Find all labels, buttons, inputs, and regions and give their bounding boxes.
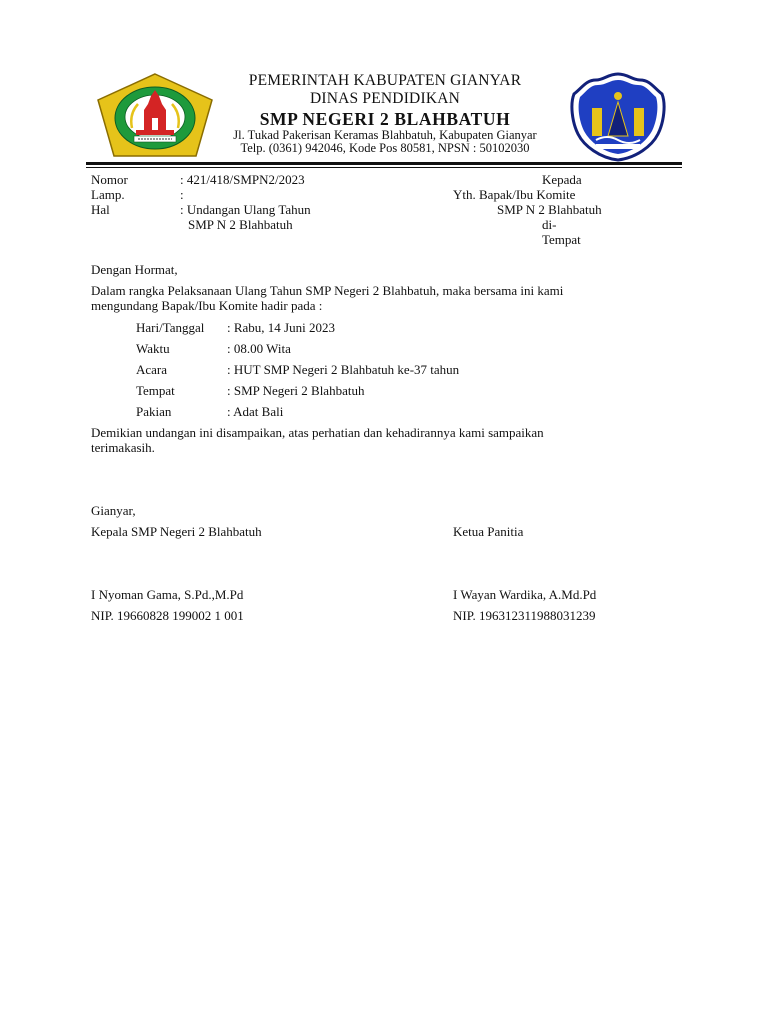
detail-label: Pakian (136, 404, 172, 419)
lamp-value: : (180, 187, 184, 202)
gianyar-regency-logo (96, 72, 214, 158)
recipient-name: Yth. Bapak/Ibu Komite (453, 187, 576, 202)
letterhead-contact: Telp. (0361) 942046, Kode Pos 80581, NPSN : 50102030 (240, 141, 530, 155)
closing-line-2: terimakasih. (91, 440, 155, 455)
intro-line-2: mengundang Bapak/Ibu Komite hadir pada : (91, 298, 323, 313)
detail-value: : Rabu, 14 Juni 2023 (227, 320, 335, 335)
detail-value: : HUT SMP Negeri 2 Blahbatuh ke-37 tahun (227, 362, 460, 377)
detail-value: : SMP Negeri 2 Blahbatuh (227, 383, 365, 398)
bali-province-logo (566, 72, 670, 162)
letterhead-school-name: SMP NEGERI 2 BLAHBATUH (259, 109, 511, 129)
logo-right-tower (634, 108, 644, 136)
letterhead-rule-thick (86, 162, 682, 165)
intro-line-1: Dalam rangka Pelaksanaan Ulang Tahun SMP Negeri 2 Blahbatuh, maka bersama ini kami (91, 283, 564, 298)
letterhead-government: PEMERINTAH KABUPATEN GIANYAR (248, 72, 522, 89)
nomor-value: : 421/418/SMPN2/2023 (180, 172, 305, 187)
recipient-place: Tempat (542, 232, 581, 247)
letterhead-rule-thin (86, 167, 682, 168)
recipient-di: di- (542, 217, 557, 232)
logo-ribbon (596, 144, 640, 149)
hal-value: : Undangan Ulang Tahun (180, 202, 311, 217)
signature-right-nip: NIP. 196312311988031239 (453, 608, 596, 623)
letterhead-address: Jl. Tukad Pakerisan Keramas Blahbatuh, Kabupaten Gianyar (233, 128, 537, 142)
greeting: Dengan Hormat, (91, 262, 178, 277)
closing-line-1: Demikian undangan ini disampaikan, atas perhatian dan kehadirannya kami sampaikan (91, 425, 544, 440)
signature-right-title: Ketua Panitia (453, 524, 524, 539)
signature-left-nip: NIP. 19660828 199002 1 001 (91, 608, 244, 623)
detail-label: Hari/Tanggal (136, 320, 205, 335)
detail-value: : Adat Bali (227, 404, 284, 419)
detail-value: : 08.00 Wita (227, 341, 291, 356)
signature-right-name: I Wayan Wardika, A.Md.Pd (453, 587, 597, 602)
letterhead-department: DINAS PENDIDIKAN (309, 90, 460, 107)
logo-star (614, 92, 622, 100)
signature-left-title: Kepala SMP Negeri 2 Blahbatuh (91, 524, 262, 539)
recipient-kepada: Kepada (542, 172, 582, 187)
hal-value-continued: SMP N 2 Blahbatuh (188, 217, 293, 232)
signature-place: Gianyar, (91, 503, 136, 518)
hal-label: Hal (91, 202, 110, 217)
lamp-label: Lamp. (91, 187, 125, 202)
logo-left-tower (592, 108, 602, 136)
detail-label: Tempat (136, 383, 175, 398)
logo-gate-door (152, 118, 158, 132)
recipient-school: SMP N 2 Blahbatuh (497, 202, 602, 217)
nomor-label: Nomor (91, 172, 128, 187)
signature-left-name: I Nyoman Gama, S.Pd.,M.Pd (91, 587, 244, 602)
logo-base (136, 130, 174, 135)
detail-label: Waktu (136, 341, 170, 356)
detail-label: Acara (136, 362, 168, 377)
